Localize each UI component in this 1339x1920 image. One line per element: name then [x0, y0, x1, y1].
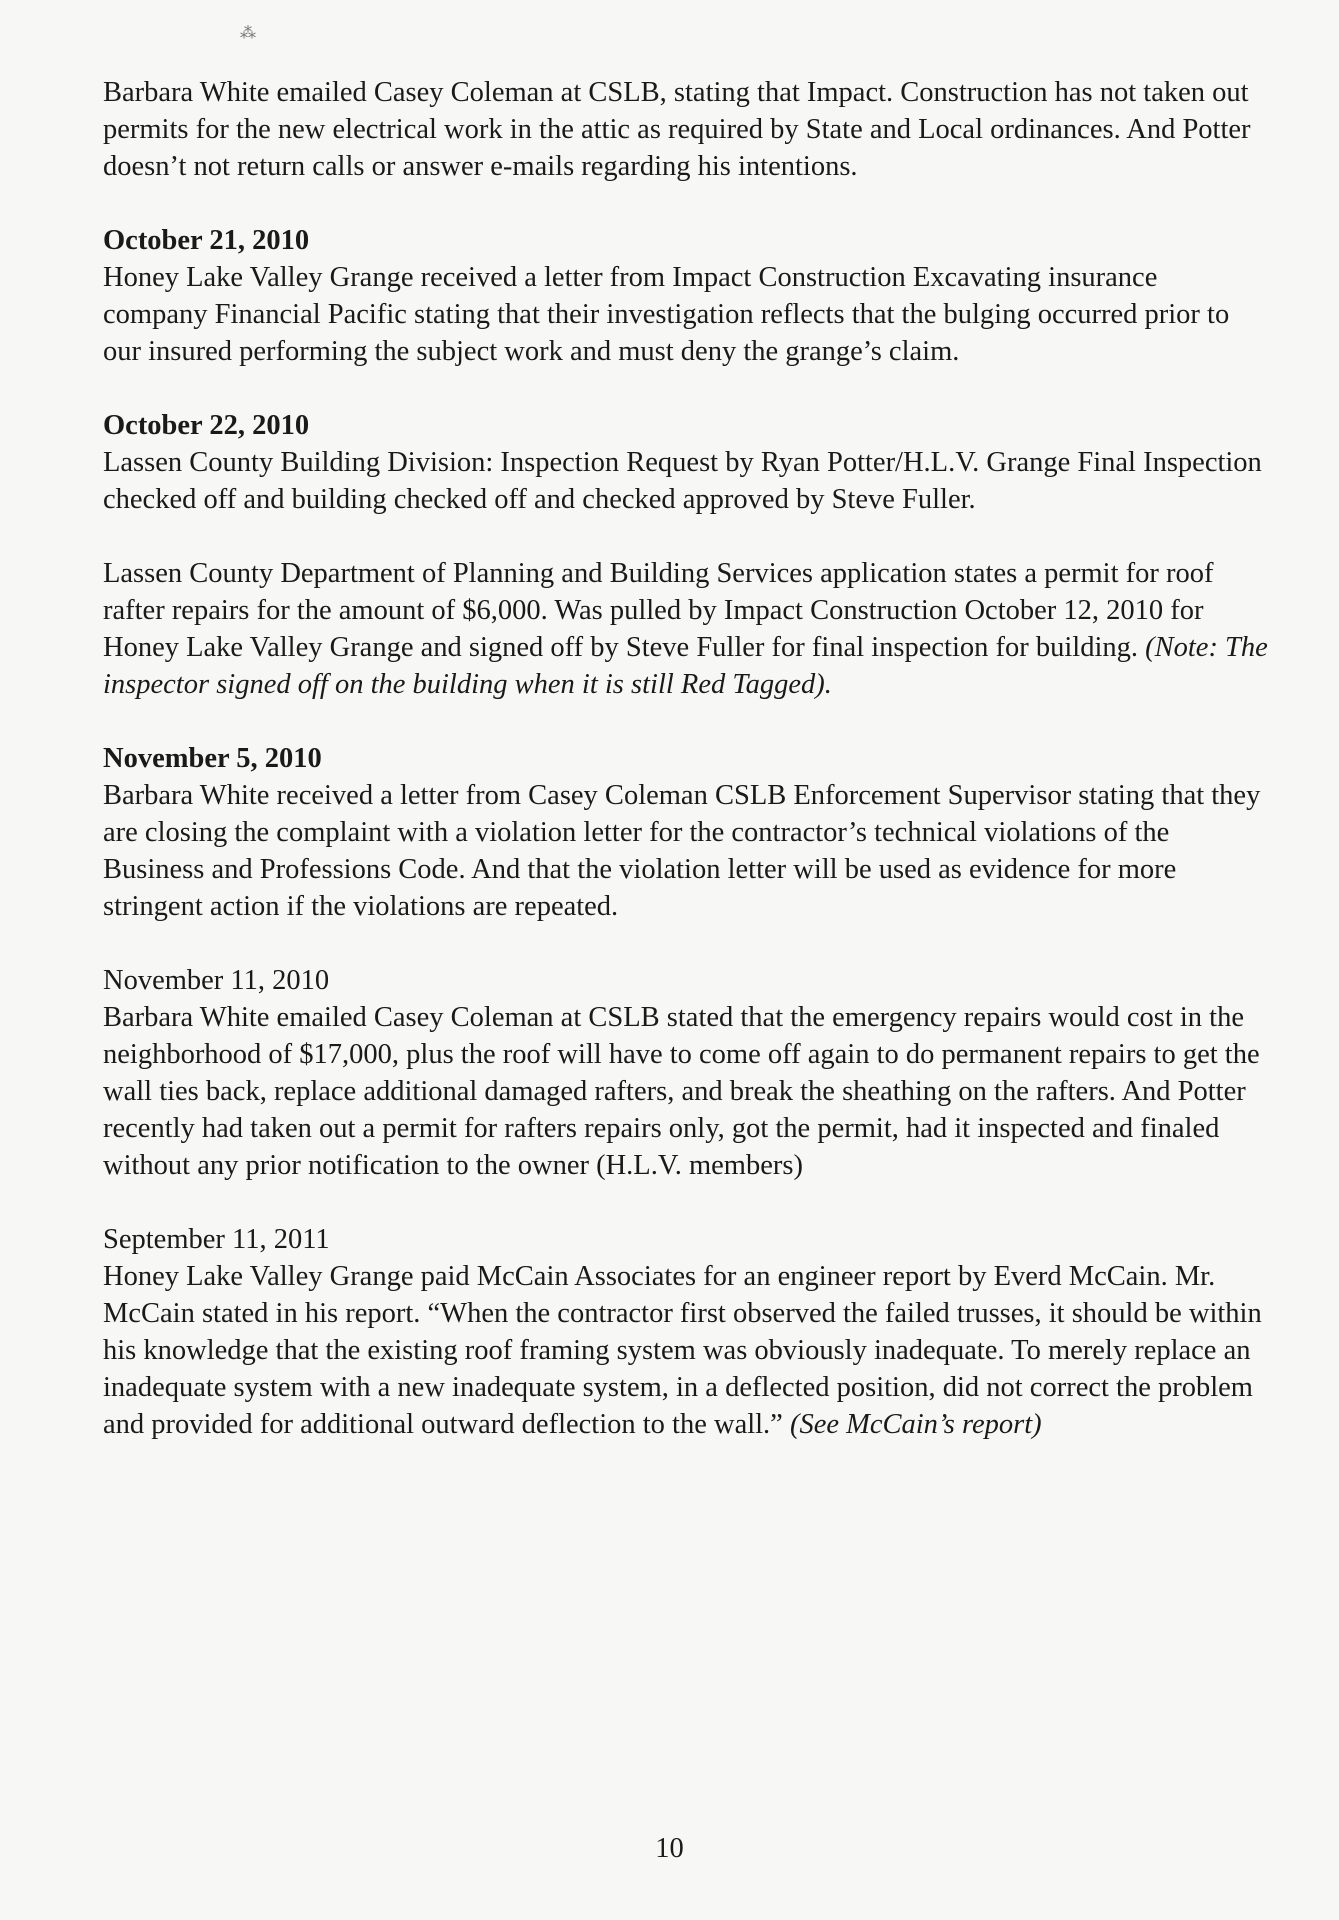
- entry-permit-application: [103, 555, 1268, 703]
- entry-paragraph: [103, 555, 1268, 703]
- entry-november-5-2010: [103, 740, 1268, 925]
- paragraph-text: Barbara White emailed Casey Coleman at CSLB stated that the emergency repairs would cost in the neighborhood of $17,000, plus the roof will have to come off again to do permanent repairs to get the wall ties back, replace additional damaged rafters, and break the sheathing on the rafters. And Potter recently had taken out a permit for rafters repairs only, got the permit, had it inspected and finaled without any prior notification to the owner (H.L.V. members): [103, 1002, 1260, 1181]
- page-number: 10: [655, 1833, 684, 1864]
- paragraph-text: Honey Lake Valley Grange received a letter from Impact Construction Excavating insurance company Financial Pacific stating that their investigation reflects that the bulging occurred prior to our insured performing the subject work and must deny the grange’s claim.: [103, 262, 1230, 367]
- entry-date: September 11, 2011: [103, 1224, 330, 1255]
- entry-october-22-2010: [103, 407, 1268, 518]
- report-reference-note: (See McCain’s report): [789, 1409, 1042, 1440]
- entry-paragraph: [103, 999, 1268, 1184]
- entry-paragraph: [103, 777, 1268, 925]
- entry-september-11-2011: [103, 1221, 1268, 1443]
- entry-permits-email: [103, 74, 1268, 185]
- entry-paragraph: [103, 74, 1268, 185]
- paragraph-text: Barbara White received a letter from Casey Coleman CSLB Enforcement Supervisor stating that they are closing the complaint with a violation letter for the contractor’s technical violations of the Business and Professions Code. And that the violation letter will be used as evidence for more stringent action if the violations are repeated.: [103, 780, 1261, 922]
- paragraph-text: Lassen County Department of Planning and Building Services application states a permit for roof rafter repairs for the amount of $6,000. Was pulled by Impact Construction October 12, 2010 for Honey Lake Valley Grange and signed off by Steve Fuller for final inspection for building.: [103, 558, 1214, 663]
- entry-date: October 22, 2010: [103, 410, 310, 441]
- inspector-note: (Note: The inspector signed off on the building when it is still Red Tagged).: [103, 632, 1268, 700]
- entry-date: November 11, 2010: [103, 965, 330, 996]
- entry-paragraph: [103, 259, 1268, 370]
- entry-date: October 21, 2010: [103, 225, 310, 256]
- paragraph-text: Lassen County Building Division: Inspection Request by Ryan Potter/H.L.V. Grange Final Inspection checked off and building checked off and checked approved by Steve Fuller.: [103, 447, 1262, 515]
- entry-november-11-2010: [103, 962, 1268, 1184]
- entry-paragraph: [103, 444, 1268, 518]
- entry-paragraph: [103, 1258, 1268, 1443]
- entry-october-21-2010: [103, 222, 1268, 370]
- entry-date: November 5, 2010: [103, 743, 322, 774]
- paragraph-text: Honey Lake Valley Grange paid McCain Associates for an engineer report by Everd McCain. Mr. McCain stated in his report. “When the contractor first observed the failed trusses, it should be within his knowledge that the existing roof framing system was obviously inadequate. To merely replace an inadequate system with a new inadequate system, in a deflected position, did not correct the problem and provided for additional outward deflection to the wall.”: [103, 1261, 1262, 1440]
- document-body: [103, 74, 1268, 1480]
- scan-artifact-mark: ⁂: [240, 25, 256, 42]
- paragraph-text: Barbara White emailed Casey Coleman at CSLB, stating that Impact. Construction has not taken out permits for the new electrical work in the attic as required by State and Local ordinances. And Potter doesn’t not return calls or answer e-mails regarding his intentions.: [103, 77, 1251, 182]
